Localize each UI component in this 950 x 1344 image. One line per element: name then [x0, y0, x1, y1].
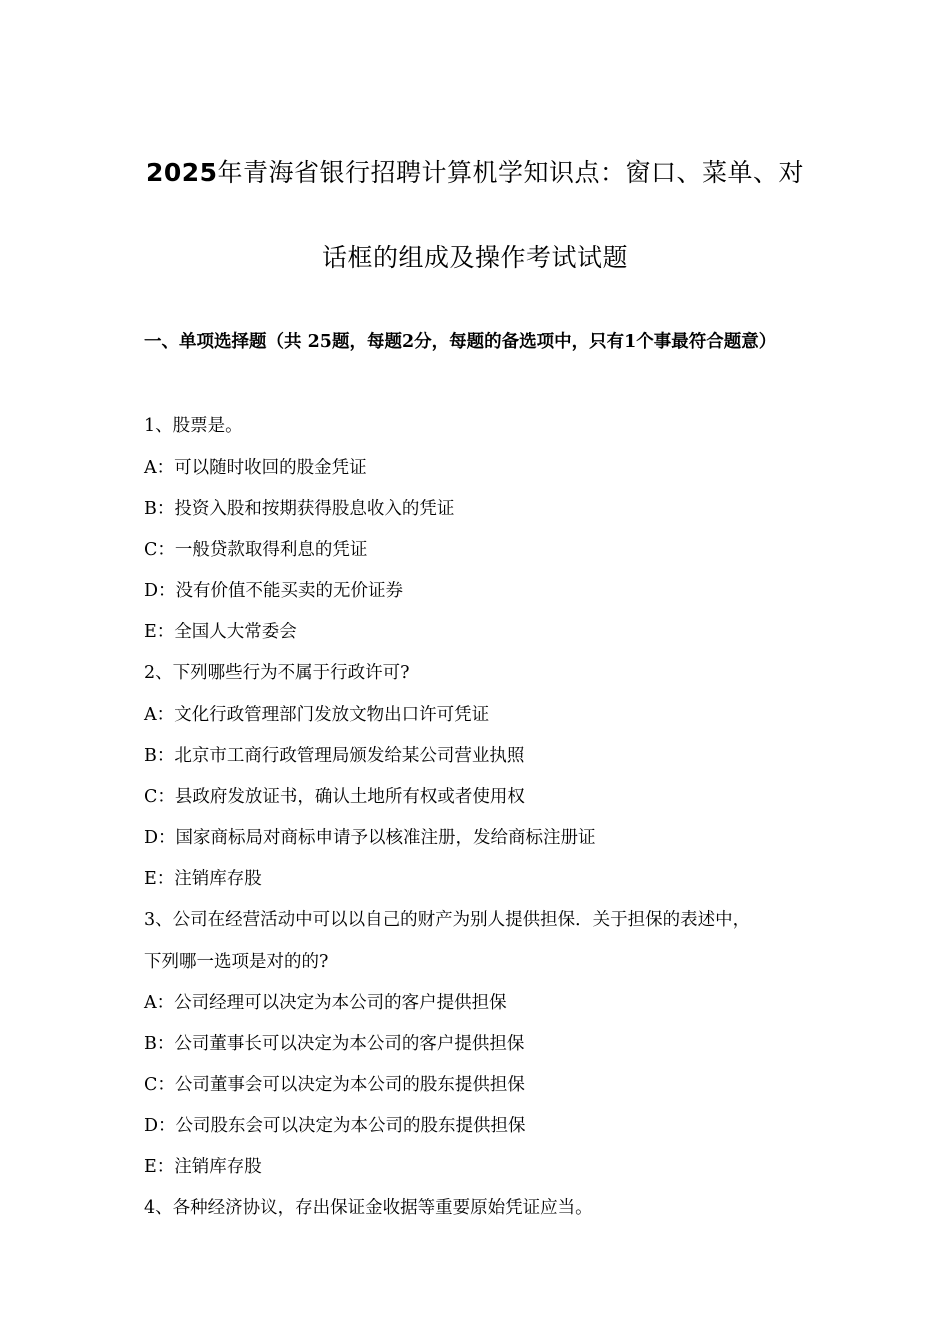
question-2-option-b: B：北京市工商行政管理局颁发给某公司营业执照 [144, 746, 525, 766]
question-3-stem-line-1: 3、公司在经营活动中可以以自己的财产为别人提供担保．关于担保的表述中， [144, 910, 751, 930]
question-3-option-e: E：注销库存股 [144, 1157, 262, 1177]
title-year: 2025 [145, 158, 218, 187]
question-3-stem-line-2: 下列哪一选项是对的的? [144, 952, 329, 972]
section-heading: 一、单项选择题（共 25题，每题2分，每题的备选项中，只有1个事最符合题意） [144, 332, 777, 352]
question-1-option-e: E：全国人大常委会 [144, 622, 297, 642]
question-3-option-d: D：公司股东会可以决定为本公司的股东提供担保 [144, 1116, 526, 1136]
question-4-stem: 4、各种经济协议，存出保证金收据等重要原始凭证应当。 [144, 1198, 593, 1218]
document-title-line-2: 话框的组成及操作考试试题 [321, 243, 628, 272]
document-title-line-1 [0, 153, 950, 189]
question-3-option-b: B：公司董事长可以决定为本公司的客户提供担保 [144, 1034, 525, 1054]
title-text: 年青海省银行招聘计算机学知识点：窗口、菜单、对 [217, 158, 805, 187]
question-1-option-d: D：没有价值不能买卖的无价证券 [144, 581, 404, 601]
question-3-option-c: C：公司董事会可以决定为本公司的股东提供担保 [144, 1075, 525, 1095]
question-2-option-e: E：注销库存股 [144, 869, 262, 889]
question-2-option-a: A：文化行政管理部门发放文物出口许可凭证 [144, 705, 490, 725]
question-1-stem: 1、股票是。 [144, 416, 243, 436]
question-2-stem: 2、下列哪些行为不属于行政许可? [144, 663, 410, 683]
question-1-option-c: C：一般贷款取得利息的凭证 [144, 540, 368, 560]
question-3-option-a: A：公司经理可以决定为本公司的客户提供担保 [144, 993, 507, 1013]
question-1-option-a: A：可以随时收回的股金凭证 [144, 458, 367, 478]
question-2-option-d: D：国家商标局对商标申请予以核准注册，发给商标注册证 [144, 828, 596, 848]
question-2-option-c: C：县政府发放证书，确认土地所有权或者使用权 [144, 787, 525, 807]
question-1-option-b: B：投资入股和按期获得股息收入的凭证 [144, 499, 455, 519]
